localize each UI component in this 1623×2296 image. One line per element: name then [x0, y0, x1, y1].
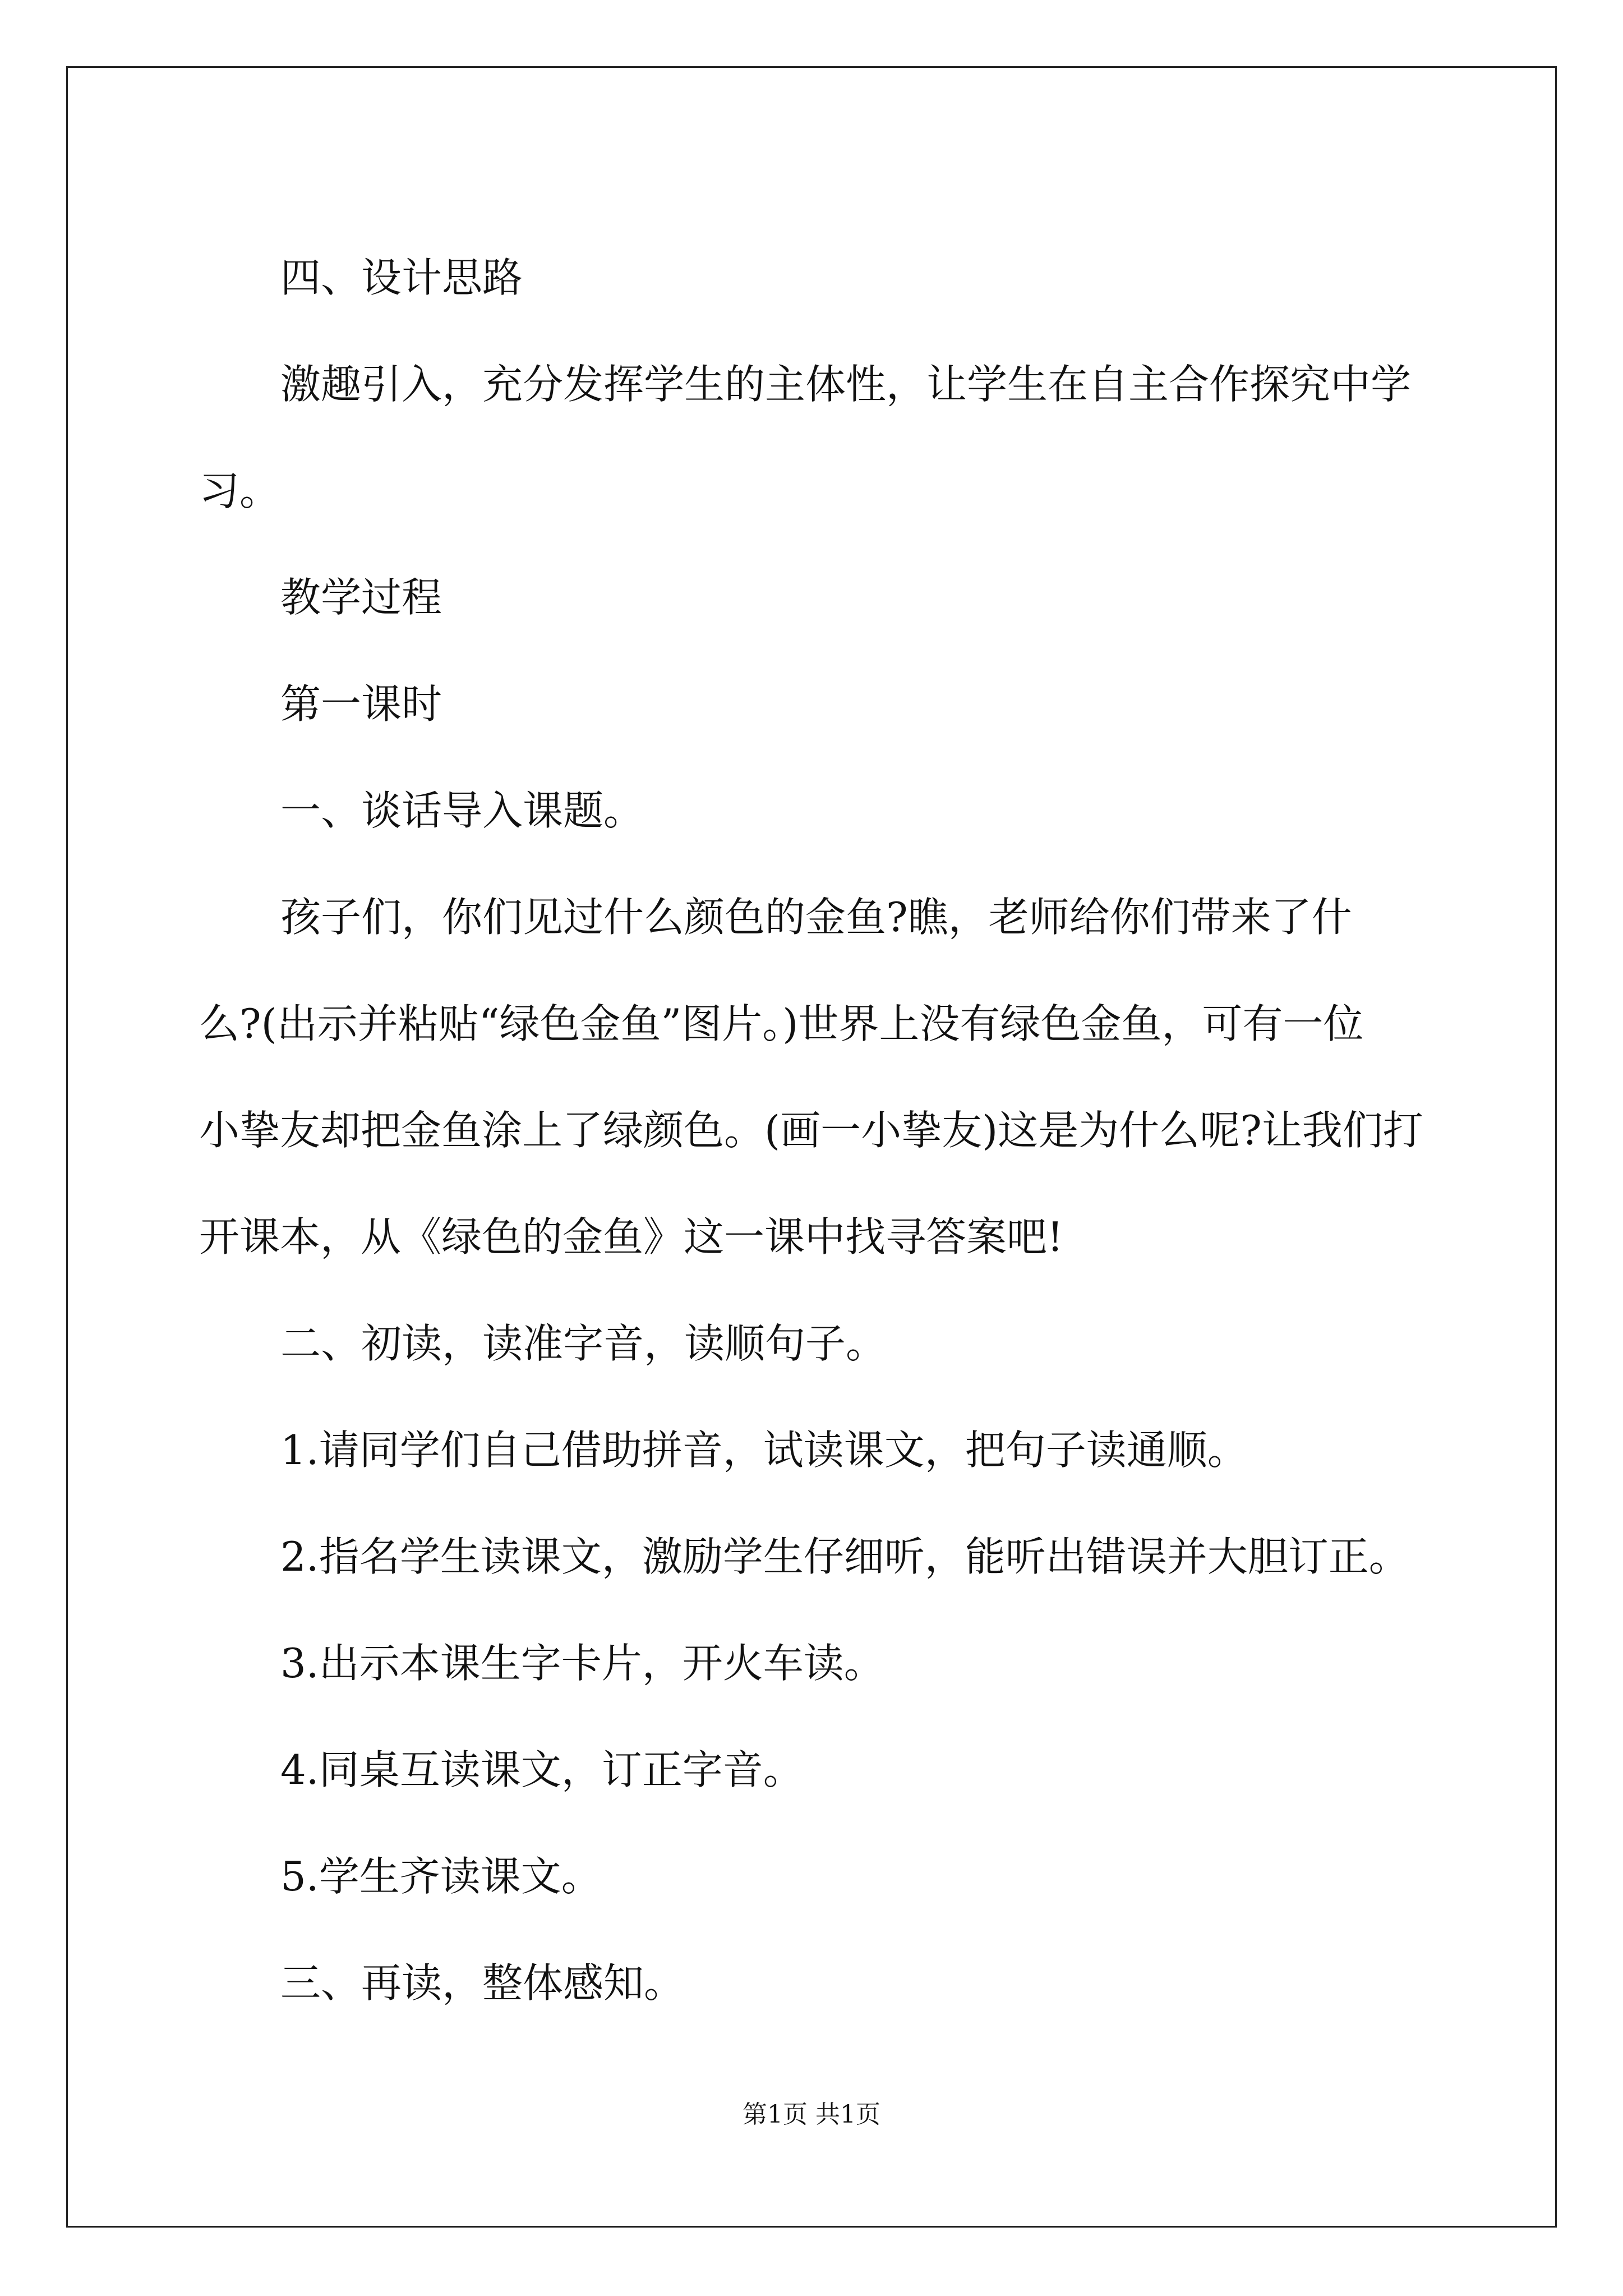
paragraph-line: 激趣引入，充分发挥学生的主体性，让学生在自主合作探究中学 — [280, 361, 1412, 408]
paragraph-line: 么?(出示并粘贴“绿色金鱼”图片。)世界上没有绿色金鱼，可有一位 — [199, 1000, 1364, 1047]
list-item: 1.请同学们自己借助拼音，试读课文，把句子读通顺。 — [280, 1427, 1248, 1474]
list-item: 3.出示本课生字卡片，开火车读。 — [280, 1640, 884, 1687]
section-heading-first-lesson: 第一课时 — [280, 680, 442, 728]
paragraph-intro-body — [199, 864, 1424, 1290]
paragraph-line: 小挚友却把金鱼涂上了绿颜色。(画一小挚友)这是为什么呢?让我们打 — [199, 1107, 1423, 1154]
paragraph-design-idea-body — [199, 331, 1424, 544]
page-footer: 第1页 共1页 — [743, 2100, 880, 2129]
step-heading-second-reading: 三、再读，整体感知。 — [280, 1959, 685, 2007]
step-heading-intro: 一、谈话导入课题。 — [280, 787, 644, 834]
paragraph-line: 习。 — [199, 467, 280, 514]
list-item: 4.同桌互读课文，订正字音。 — [280, 1746, 804, 1793]
list-item: 5.学生齐读课文。 — [280, 1853, 602, 1900]
section-heading-design-idea: 四、设计思路 — [280, 254, 523, 301]
paragraph-line: 孩子们，你们见过什么颜色的金鱼?瞧，老师给你们带来了什 — [280, 894, 1352, 941]
step-heading-first-reading: 二、初读，读准字音，读顺句子。 — [280, 1320, 887, 1367]
section-heading-teaching-process: 教学过程 — [280, 574, 442, 621]
document-body — [199, 224, 1424, 2036]
paragraph-line: 开课本，从《绿色的金鱼》这一课中找寻答案吧! — [199, 1213, 1063, 1260]
list-item: 2.指名学生读课文，激励学生仔细听，能听出错误并大胆订正。 — [280, 1533, 1409, 1580]
